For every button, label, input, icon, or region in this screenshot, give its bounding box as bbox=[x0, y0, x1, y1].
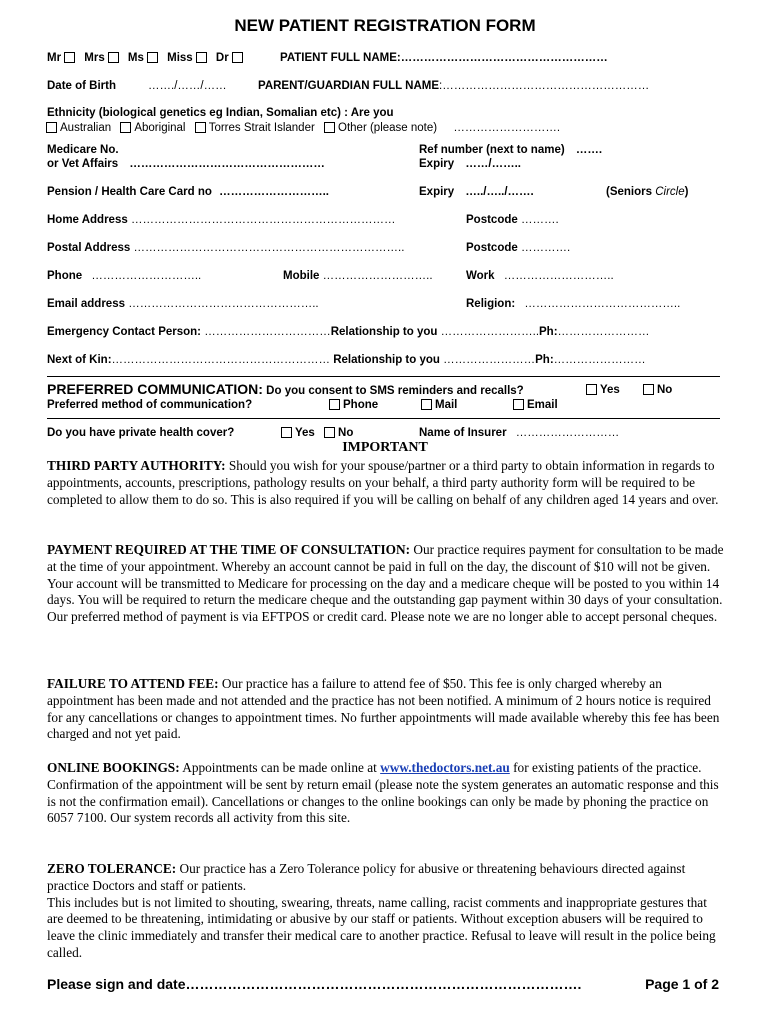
religion-label: Religion: bbox=[466, 298, 516, 310]
fta-section bbox=[47, 676, 724, 743]
medicare-input[interactable]: …………………………………………… bbox=[129, 158, 325, 170]
emergency-contact-row bbox=[47, 326, 650, 338]
title-mr-checkbox[interactable] bbox=[64, 52, 75, 63]
title-option-dr[interactable] bbox=[216, 52, 246, 64]
signature-line[interactable]: Please sign and date…………………………………………………………………………. bbox=[47, 976, 582, 992]
ethnicity-option-aboriginal[interactable] bbox=[117, 122, 185, 134]
ph-label-1: Ph: bbox=[539, 326, 558, 338]
title-mr-label: Mr bbox=[47, 52, 62, 64]
section-divider-top bbox=[47, 376, 720, 377]
health-cover-no-label: No bbox=[338, 427, 354, 439]
third-party-heading: THIRD PARTY AUTHORITY: bbox=[47, 458, 226, 473]
ref-number-label: Ref number (next to name) bbox=[419, 144, 565, 156]
mobile-input[interactable]: ……………………….. bbox=[322, 270, 433, 282]
title-mrs-label: Mrs bbox=[84, 52, 105, 64]
medicare-expiry-input[interactable]: ……/…….. bbox=[465, 158, 521, 170]
payment-heading: PAYMENT REQUIRED AT THE TIME OF CONSULTATION: bbox=[47, 542, 411, 557]
form-title: NEW PATIENT REGISTRATION FORM bbox=[234, 16, 536, 35]
online-booking-link[interactable]: www.thedoctors.net.au bbox=[380, 760, 510, 775]
patient-name-field[interactable] bbox=[280, 52, 608, 64]
title-dr-label: Dr bbox=[215, 52, 229, 64]
dob-label: Date of Birth bbox=[47, 80, 116, 92]
ethnicity-option-australian[interactable] bbox=[46, 122, 111, 134]
section-divider-bottom bbox=[47, 418, 720, 419]
sms-yes-option[interactable] bbox=[586, 384, 620, 396]
dob-input[interactable]: ……./……/…… bbox=[148, 80, 227, 92]
insurer-input[interactable]: ……………………… bbox=[515, 427, 620, 439]
zero-heading: ZERO TOLERANCE: bbox=[47, 861, 177, 876]
pension-expiry-input[interactable]: …../…../……. bbox=[465, 186, 534, 198]
health-cover-yes-label: Yes bbox=[295, 427, 315, 439]
home-address-label: Home Address bbox=[47, 214, 128, 226]
page-number: Page 1 of 2 bbox=[645, 976, 719, 992]
home-postcode-input[interactable]: ………. bbox=[520, 214, 559, 226]
relationship-input-1[interactable]: …………………….. bbox=[440, 326, 540, 338]
ethnicity-option-other[interactable] bbox=[321, 122, 437, 134]
zero-tolerance-section bbox=[47, 861, 724, 962]
online-text-1: Appointments can be made online at bbox=[182, 760, 377, 775]
relationship-input-2[interactable]: …………………… bbox=[443, 354, 536, 366]
home-postcode-label: Postcode bbox=[466, 214, 518, 226]
postal-postcode-label: Postcode bbox=[466, 242, 518, 254]
ethnicity-other-label: Other (please note) bbox=[338, 122, 438, 134]
medicare-label-1: Medicare No. bbox=[47, 144, 119, 156]
phone-field bbox=[47, 270, 201, 282]
online-bookings-section bbox=[47, 760, 724, 827]
health-cover-no-option[interactable] bbox=[321, 427, 353, 439]
title-option-mr[interactable] bbox=[47, 52, 78, 64]
third-party-text: Should you wish for your spouse/partner or a third party to obtain information in regards to appointments, accounts, prescriptions, pathology results on your behalf, a third party authority form will be required to be completed to allow them to do so. This is also required if you will be calling on behalf of any children aged 14 years and over. bbox=[47, 458, 719, 507]
pension-label: Pension / Health Care Card no bbox=[47, 186, 212, 198]
ethnicity-other-checkbox[interactable] bbox=[324, 122, 335, 133]
title-miss-checkbox[interactable] bbox=[196, 52, 207, 63]
title-ms-checkbox[interactable] bbox=[147, 52, 158, 63]
zero-text-1: Our practice has a Zero Tolerance policy for abusive or threatening behaviours directed against practice Doctors and staff or patients. bbox=[47, 861, 686, 893]
pension-field bbox=[47, 186, 329, 198]
relationship-label-2: Relationship to you bbox=[333, 354, 440, 366]
ref-number-input[interactable]: ……. bbox=[575, 144, 603, 156]
seniors-close: ) bbox=[684, 186, 689, 198]
emergency-label: Emergency Contact Person: bbox=[47, 326, 202, 338]
medicare-expiry-label: Expiry bbox=[419, 158, 455, 170]
title-dr-checkbox[interactable] bbox=[232, 52, 243, 63]
title-checkboxes bbox=[47, 52, 249, 64]
postal-postcode-field[interactable] bbox=[466, 242, 570, 254]
sms-yes-checkbox[interactable] bbox=[586, 384, 597, 395]
next-of-kin-label: Next of Kin: bbox=[47, 354, 112, 366]
title-miss-label: Miss bbox=[167, 52, 193, 64]
ethnicity-tsi-label: Torres Strait Islander bbox=[208, 122, 315, 134]
relationship-label-1: Relationship to you bbox=[330, 326, 438, 338]
method-email-label: Email bbox=[527, 399, 558, 411]
ethnicity-other-input[interactable]: ………………………. bbox=[453, 122, 561, 134]
home-postcode-field[interactable] bbox=[466, 214, 559, 226]
phone-label: Phone bbox=[47, 270, 83, 282]
payment-text: Our practice requires payment for consultation to be made at the time of your appointment. Whereby an account cannot be paid in full on the day, the discount of $10 will not be given. Your account will be transmitted to Medicare for processing on the day and a medicare cheque will be posted to you within 14 days. You will be required to return the medicare cheque and the outstanding gap payment within 30 days of your consultation. Our preferred method of payment is via EFTPOS or credit card. Please note we are no longer able to accept personal cheques. bbox=[47, 542, 724, 625]
health-cover-options bbox=[278, 427, 356, 439]
mobile-field[interactable] bbox=[283, 270, 433, 282]
sms-no-checkbox[interactable] bbox=[643, 384, 654, 395]
fta-text: Our practice has a failure to attend fee of $50. This fee is only charged whereby an appointment has been made and not attended and the practice has not been notified. A minimum of 2 hours notice is required for any cancellations or changes to appointment times. No further appointments will made available whereby this fee has been charged and not yet paid. bbox=[47, 676, 720, 742]
ph-label-2: Ph: bbox=[535, 354, 554, 366]
signature-row bbox=[47, 976, 719, 992]
seniors-circle-label: Circle bbox=[655, 186, 685, 198]
guardian-name-field[interactable] bbox=[258, 80, 649, 92]
patient-name-label: PATIENT FULL NAME: bbox=[280, 52, 401, 64]
postal-postcode-input[interactable]: …………. bbox=[520, 242, 571, 254]
title-ms-label: Ms bbox=[127, 52, 144, 64]
email-label: Email address bbox=[47, 298, 125, 310]
zero-text-2: This includes but is not limited to shouting, swearing, threats, name calling, racist comments and inappropriate gestures that are deemed to be threatening, intimidating or abusive by our staff or patients. Without exception abusers will be required to leave the clinic immediately and transfer their medical care to another practice. Refusal to leave will result in the police being called. bbox=[47, 894, 716, 960]
method-phone-option[interactable] bbox=[326, 399, 378, 411]
postal-address-field bbox=[47, 242, 404, 254]
title-option-miss[interactable] bbox=[167, 52, 210, 64]
ph-input-1[interactable]: …………………… bbox=[557, 326, 650, 338]
postal-address-input[interactable]: …………………………………………………………….. bbox=[133, 242, 405, 254]
insurer-label: Name of Insurer bbox=[419, 427, 507, 439]
online-text-2: for existing patients of the practice. Confirmation of the appointment will be sent by return email (please note the system generates an automatic response and this is not the confirmation email). Cancellations or changes to the online bookings can only be made by phoning the practice on 6057 7100. Our system records all activity from this site. bbox=[47, 760, 719, 826]
ethnicity-australian-label: Australian bbox=[60, 122, 112, 134]
home-address-input[interactable]: …………………………………………………………… bbox=[130, 214, 396, 226]
guardian-name-input[interactable]: :……………………………………………… bbox=[439, 80, 650, 92]
ethnicity-aboriginal-checkbox[interactable] bbox=[120, 122, 131, 133]
ethnicity-label: Ethnicity (biological genetics eg Indian, Somalian etc) : Are you bbox=[47, 107, 394, 119]
pension-expiry-label: Expiry bbox=[419, 186, 455, 198]
work-label: Work bbox=[466, 270, 495, 282]
sms-consent-row bbox=[47, 381, 524, 397]
payment-section bbox=[47, 542, 724, 626]
home-address-field bbox=[47, 214, 395, 226]
comm-heading: PREFERRED COMMUNICATION: bbox=[47, 381, 263, 397]
ethnicity-australian-checkbox[interactable] bbox=[46, 122, 57, 133]
health-cover-yes-option[interactable] bbox=[278, 427, 315, 439]
health-cover-question: Do you have private health cover? bbox=[47, 427, 235, 439]
sms-yes-label: Yes bbox=[600, 384, 620, 396]
phone-input[interactable]: ……………………….. bbox=[91, 270, 202, 282]
religion-input[interactable]: ………………………………….. bbox=[524, 298, 681, 310]
method-mail-label: Mail bbox=[435, 399, 458, 411]
emergency-input[interactable]: …………………………… bbox=[204, 326, 331, 338]
method-phone-checkbox[interactable] bbox=[329, 399, 340, 410]
email-input[interactable]: ………………………………………….. bbox=[128, 298, 319, 310]
ethnicity-options bbox=[46, 122, 560, 134]
religion-field[interactable] bbox=[466, 298, 680, 310]
next-of-kin-input[interactable]: ………………………………………………… bbox=[111, 354, 331, 366]
work-input[interactable]: ……………………….. bbox=[503, 270, 614, 282]
patient-name-input[interactable]: ……………………………………………… bbox=[400, 52, 608, 64]
ethnicity-aboriginal-label: Aboriginal bbox=[134, 122, 186, 134]
work-field[interactable] bbox=[466, 270, 614, 282]
important-heading: IMPORTANT bbox=[342, 440, 428, 455]
sms-no-label: No bbox=[657, 384, 673, 396]
medicare-expiry-field[interactable] bbox=[419, 158, 521, 170]
ph-input-2[interactable]: …………………… bbox=[553, 354, 646, 366]
sms-question: Do you consent to SMS reminders and recalls? bbox=[266, 385, 524, 397]
sms-no-option[interactable] bbox=[640, 384, 672, 396]
title-mrs-checkbox[interactable] bbox=[108, 52, 119, 63]
method-email-checkbox[interactable] bbox=[513, 399, 524, 410]
method-question: Preferred method of communication? bbox=[47, 399, 253, 411]
seniors-label: (Seniors bbox=[606, 186, 656, 198]
seniors-note bbox=[606, 186, 688, 198]
fta-heading: FAILURE TO ATTEND FEE: bbox=[47, 676, 219, 691]
ethnicity-option-tsi[interactable] bbox=[192, 122, 315, 134]
dob-field bbox=[47, 80, 116, 92]
method-mail-option[interactable] bbox=[418, 399, 457, 411]
insurer-field[interactable] bbox=[419, 427, 619, 439]
next-of-kin-row bbox=[47, 354, 646, 366]
pension-expiry-field[interactable] bbox=[419, 186, 534, 198]
medicare-label-2: or Vet Affairs bbox=[47, 158, 119, 170]
medicare-field bbox=[47, 158, 325, 170]
method-phone-label: Phone bbox=[343, 399, 379, 411]
method-email-option[interactable] bbox=[510, 399, 558, 411]
email-field bbox=[47, 298, 319, 310]
postal-address-label: Postal Address bbox=[47, 242, 131, 254]
health-cover-no-checkbox[interactable] bbox=[324, 427, 335, 438]
third-party-section bbox=[47, 458, 724, 508]
ethnicity-tsi-checkbox[interactable] bbox=[195, 122, 206, 133]
guardian-name-label: PARENT/GUARDIAN FULL NAME bbox=[258, 80, 440, 92]
ref-number-field[interactable] bbox=[419, 144, 602, 156]
pension-input[interactable]: ……………………….. bbox=[219, 186, 329, 198]
method-mail-checkbox[interactable] bbox=[421, 399, 432, 410]
title-option-mrs[interactable] bbox=[84, 52, 121, 64]
health-cover-yes-checkbox[interactable] bbox=[281, 427, 292, 438]
online-heading: ONLINE BOOKINGS: bbox=[47, 760, 180, 775]
title-option-ms[interactable] bbox=[128, 52, 161, 64]
mobile-label: Mobile bbox=[283, 270, 320, 282]
